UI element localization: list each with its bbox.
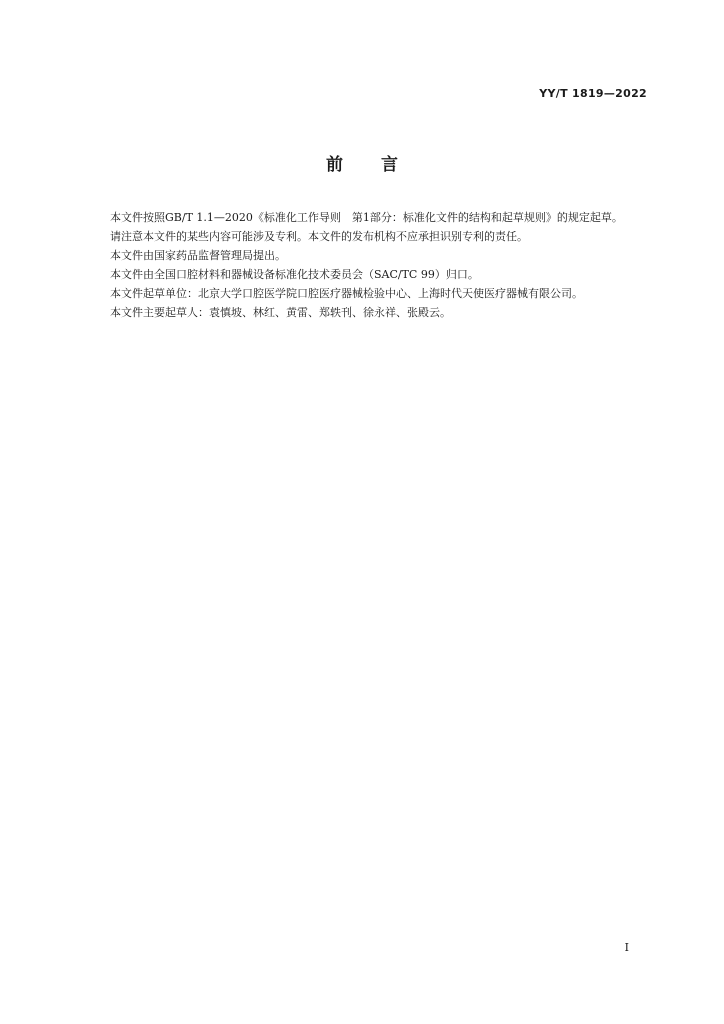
standard-code: YY/T 1819—2022: [539, 87, 647, 100]
page-title: 前言: [326, 155, 436, 175]
foreword-body: [88, 208, 648, 322]
paragraph-drafting-units: 本文件起草单位：北京大学口腔医学院口腔医疗器械检验中心、上海时代天使医疗器械有限公司。: [110, 287, 583, 300]
paragraph-committee: 本文件由全国口腔材料和器械设备标准化技术委员会（SAC/TC 99）归口。: [110, 268, 479, 281]
paragraph-proposer: 本文件由国家药品监督管理局提出。: [110, 249, 286, 262]
paragraph-patent-notice: 请注意本文件的某些内容可能涉及专利。本文件的发布机构不应承担识别专利的责任。: [110, 230, 528, 243]
paragraph-drafting-rules: 本文件按照GB/T 1.1—2020《标准化工作导则 第1部分：标准化文件的结构和起草规则》的规定起草。: [110, 211, 623, 224]
paragraph-drafters: 本文件主要起草人：袁慎坡、林红、黄雷、郑轶刊、徐永祥、张殿云。: [110, 306, 451, 319]
page-number: I: [624, 941, 629, 954]
